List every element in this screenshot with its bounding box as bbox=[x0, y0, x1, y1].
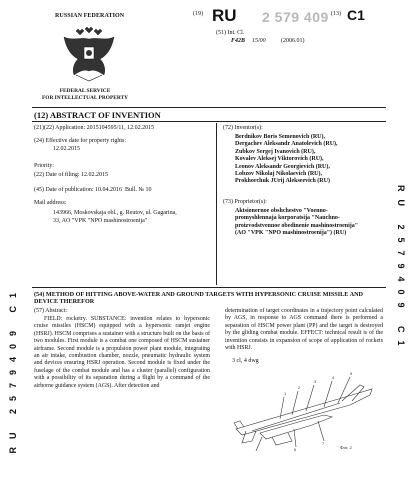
mail-address-line-2: 33, AO "VPK "NPO mashinostroenija" bbox=[53, 218, 148, 224]
code-19: (19) bbox=[193, 11, 203, 17]
application-row: (21)(22) Application: 2015104595/11, 12.02.2015 bbox=[34, 125, 155, 131]
title-rule bbox=[32, 121, 386, 122]
svg-text:2: 2 bbox=[298, 385, 301, 390]
side-code-right: RU 2579409 C1 bbox=[396, 185, 406, 354]
inventors-label: (72) Inventor(s): bbox=[223, 125, 263, 131]
invention-title: (54) METHOD OF HITTING ABOVE-WATER AND GROUND TARGETS WITH HYPERSONIC CRUISE MISSILE AND DEVICE THEREFOR bbox=[34, 291, 364, 306]
claims-drawings-count: 3 cl, 4 dwg bbox=[232, 358, 259, 364]
side-code-left: RU 2579409 C1 bbox=[8, 285, 18, 454]
proprietor-label: (73) Proprietor(s): bbox=[223, 199, 267, 205]
biblio-bottom-rule bbox=[32, 287, 386, 288]
priority-label: Priority: bbox=[34, 163, 55, 169]
int-cl-label: (51) Int. Cl. bbox=[216, 30, 245, 36]
agency-name: FEDERAL SERVICE FOR INTELLECTUAL PROPERTY bbox=[41, 88, 129, 101]
abstract-label: (57) Abstract: bbox=[34, 308, 68, 314]
patent-number: 2 579 409 bbox=[262, 9, 329, 25]
int-cl-code: F42B bbox=[231, 38, 246, 44]
svg-text:4: 4 bbox=[332, 375, 335, 380]
kind-code: C1 bbox=[347, 7, 365, 23]
country-name: RUSSIAN FEDERATION bbox=[55, 13, 125, 19]
svg-text:3: 3 bbox=[314, 379, 317, 384]
inventors-list: Berdnikov Boris Semenovich (RU), Dergachev Aleksandr Anatolevich (RU), Zubkov Sergej Ivanovich (RU), Kovalev Aleksej Viktorovich (RU), Leonov Aleksandr Georgievich (RU), Lobzov Nikolaj Nikolaevich (RU), Prokhorchuk JUrij Alekseevich (RU) bbox=[235, 134, 338, 185]
abstract-of-invention-title: (12) ABSTRACT OF INVENTION bbox=[34, 110, 161, 120]
missile-drawing-figure bbox=[232, 367, 378, 454]
svg-text:7: 7 bbox=[322, 441, 325, 446]
figure-caption: Фиг. 2 bbox=[340, 445, 352, 450]
filing-date-row: (22) Date of filing: 12.02.2015 bbox=[34, 172, 108, 178]
svg-text:1: 1 bbox=[284, 391, 287, 396]
top-rule bbox=[32, 107, 386, 108]
mail-address-line-1: 143966, Moskovskaja obl., g. Reutov, ul. Gagarina, bbox=[53, 210, 177, 216]
country-code: RU bbox=[212, 6, 237, 25]
proprietor-lines: Aktsionernoe obshchestvo "Voenno- promyshlennaja korporatsija "Nauchno- proizvodstvennoe obedinenie mashinostroenija" (AO "VPK "NPO mashinostroenija") (RU) bbox=[235, 208, 359, 237]
svg-text:5: 5 bbox=[350, 371, 353, 376]
abstract-right-column: determination of target coordinates in a trajectory point calculated by AGS, in response to AGS command there is performed a separation of HSCM power plant (PP) and the target is destroyed by the gliding combat module. EFFECT: technical result is of the invention consists in expansion of scope of application of rockets with HSRJ. bbox=[225, 308, 383, 352]
effective-date-label: (24) Effective date for property rights: bbox=[34, 138, 127, 144]
int-cl-date: (2006.01) bbox=[281, 38, 305, 44]
svg-text:6: 6 bbox=[294, 447, 297, 452]
column-divider bbox=[216, 123, 217, 285]
effective-date-value: 12.02.2015 bbox=[53, 146, 80, 152]
mail-address-label: Mail address: bbox=[34, 200, 67, 206]
russian-coat-of-arms-icon bbox=[58, 25, 120, 83]
int-cl-value: 15/00 bbox=[252, 38, 266, 44]
publication-row: (45) Date of publication: 10.04.2016 Bull. № 10 bbox=[34, 187, 152, 193]
abstract-left-column: FIELD: rocketry. SUBSTANCE: invention relates to hypersonic cruise missiles (HSCM) equipped with a hypersonic ramjet engine (HSRJ). HSCM comprises a sustainer with a structure built on the basis of two modules. First module is a combat one composed of HSCM sustainer airframe. Second module is a propulsion power plant module, integrating an air intake, combustion chamber, nozzle, pneumatic hydraulic system and devices ensuring HSRJ operation. Second module is fixed under the fuselage of the combat module and has a cluster (parallel) configuration with a possibility of its separation during a flight by a command of the airborne guidance system (AGS). After detection and bbox=[34, 316, 210, 389]
code-13: (13) bbox=[331, 11, 341, 17]
